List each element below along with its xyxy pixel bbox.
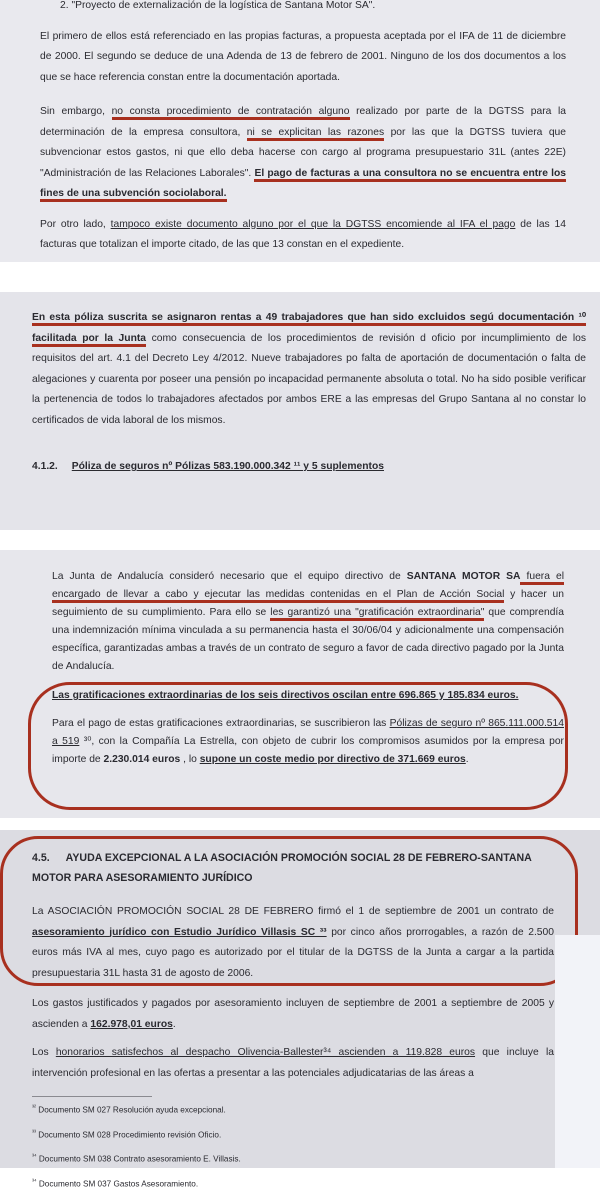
paragraph: [32, 1043, 554, 1084]
text: Por otro lado,: [40, 218, 111, 230]
footnote: [32, 1146, 554, 1171]
underlined-text: honorarios satisfechos al despacho Olivencia-Ballester³⁴ ascienden a 119.828 euros: [55, 1047, 476, 1058]
footnote: [32, 1097, 554, 1122]
text: Sin embargo,: [40, 106, 112, 117]
footnote-text: Documento SM 038 Contrato asesoramiento E. Villasis.: [38, 1155, 241, 1165]
footnotes: [32, 1097, 554, 1196]
subsection-title: Póliza de seguros nº Pólizas 583.190.000.342 ¹¹ y 5 suplementos: [71, 461, 384, 472]
document-clip-policy: [0, 292, 600, 530]
text: .: [172, 1018, 176, 1030]
subsection-heading: [32, 457, 586, 478]
text: que comprendía una indemnización mínima vinculada a su permanencia hasta el 30/06/04 y adicionalmente una compensación específica, garantizadas ambas a través de un contrato de seguro a favor de cada directivo pagado por la Junta de Andalucía.: [52, 607, 565, 672]
text: La Junta de Andalucía consideró necesario que el equipo directivo de: [52, 571, 407, 582]
footnote-number: ³⁴: [32, 1154, 37, 1161]
footnote-number: ³³: [32, 1129, 36, 1136]
text: ³⁰, con la Compañía La Estrella, con objeto de cubrir los compromisos asumidos por la empresa por importe de: [52, 735, 564, 765]
document-clip-logistics: [0, 0, 600, 262]
amount: 2.230.014 euros: [103, 753, 181, 765]
paragraph: [40, 215, 566, 256]
text: .: [465, 753, 469, 765]
highlighted-text: no consta procedimiento de contratación alguno: [112, 106, 350, 120]
footnote: [32, 1171, 554, 1196]
paragraph: [32, 308, 586, 431]
text: por las que la DGTSS tuviera que subvencionar estos gastos, ni que ello deba hacerse con cargo al programa presupuestario 31L (antes 22E) "Administración de las Relaciones Laborales".: [40, 126, 566, 179]
underlined-text: asesoramiento jurídico con Estudio Jurídico Villasis SC ³³: [32, 926, 327, 938]
footnote-number: ³²: [32, 1105, 36, 1111]
text: La ASOCIACIÓN PROMOCIÓN SOCIAL 28 DE FEBRERO firmó el 1 de septiembre de 2001 un contrato de: [32, 906, 554, 917]
highlighted-text: El pago de facturas a una consultora no se encuentra entre los fines de una subvención sociolaboral.: [40, 168, 566, 203]
text: Los: [32, 1047, 56, 1058]
footnote-text: Documento SM 028 Procedimiento revisión Oficio.: [38, 1130, 222, 1140]
text: realizado por parte de la DGTSS para la determinación de la empresa consultora,: [40, 106, 566, 138]
footnote: [32, 1122, 554, 1147]
paragraph: [52, 715, 564, 769]
paragraph: El primero de ellos está referenciado en las propias facturas, a propuesta aceptada por el IFA de 11 de diciembre de 2000. El segundo se deduce de una Adenda de 13 de febrero de 2001. Ninguno de los dos documentos a los que se hace referencia constan entre la documentación aportada.: [40, 30, 566, 83]
underlined-text: tampoco existe documento alguno por el que la DGTSS encomiende al IFA el pago: [110, 218, 516, 230]
underlined-text: supone un coste medio por directivo de 371.669 euros: [199, 753, 466, 765]
text: por cinco años prorrogables, a razón de 2.500 euros más IVA al mes, cuyo pago es autorizado por el titular de la DGTSS de la Junta a cargar a la partida presupuestaria 31L hasta 31 de agosto de 2006.: [32, 926, 554, 979]
background-panel: [555, 935, 600, 1168]
amount: 162.978,01 euros: [90, 1018, 173, 1030]
document-clip-executives: [0, 550, 600, 818]
section-heading: [32, 848, 554, 888]
paragraph: [32, 994, 554, 1035]
section-heading: 2. "Proyecto de externalización de la logística de Santana Motor SA".: [60, 0, 376, 11]
summary-line: Las gratificaciones extraordinarias de los seis directivos oscilan entre 696.865 y 185.834 euros.: [52, 690, 519, 701]
footnote-text: Documento SM 037 Gastos Asesoramiento.: [38, 1179, 199, 1189]
section-number: 4.5.: [32, 852, 50, 864]
footnote-text: Documento SM 027 Resolución ayuda excepcional.: [38, 1105, 226, 1115]
document-clip-legal-aid: [0, 830, 600, 1189]
company-name: SANTANA MOTOR SA: [406, 571, 521, 582]
text: Para el pago de estas gratificaciones extraordinarias, se suscribieron las: [52, 717, 390, 729]
text: y hacer un seguimiento de su cumplimiento. Para ello se: [52, 589, 564, 618]
section-title: AYUDA EXCEPCIONAL A LA ASOCIACIÓN PROMOCIÓN SOCIAL 28 DE FEBRERO-SANTANA MOTOR PARA ASESORAMIENTO JURÍDICO: [32, 852, 532, 884]
text: que incluye la intervención profesional en las ofertas a presentar a las potenciales adjudicatarias de las áreas a: [32, 1047, 554, 1079]
paragraph: [40, 102, 566, 205]
paragraph: [32, 902, 554, 984]
highlighted-text: fuera el encargado de llevar a cabo y ejecutar las medidas contenidas en el Plan de Acción Social: [52, 571, 564, 603]
text: , lo: [180, 753, 200, 765]
underlined-text: Pólizas de seguro nº 865.111.000.514 a 519: [52, 717, 564, 747]
highlighted-text: ni se explicitan las razones: [247, 127, 384, 141]
text: de las 14 facturas que totalizan el importe citado, de las que 13 constan en el expediente.: [40, 218, 566, 250]
footnote-number: ³⁴: [32, 1179, 37, 1186]
section-number: 4.1.2.: [32, 461, 58, 472]
text: como consecuencia de los procedimientos de revisión d oficio por incumplimiento de los requisitos del art. 4.1 del Decreto Ley 4/2012. Nueve trabajadores po falta de aportación de documentación o falta de alegaciones y cuarenta por poseer una pensión po incapacidad permanente absoluta o total. No ha sido posible verificar la pertenencia de todos lo trabajadores afectados por ambos ERE a las empresas del Grupo Santana al no constar lo certificados de vida laboral de los mismos.: [32, 332, 586, 426]
highlighted-text: les garantizó una "gratificación extraordinaria": [270, 607, 484, 621]
text: Los gastos justificados y pagados por asesoramiento incluyen de septiembre de 2001 a septiembre de 2005 y ascienden a: [32, 998, 554, 1030]
highlighted-text: En esta póliza suscrita se asignaron rentas a 49 trabajadores que han sido excluidos segú documentación ¹⁰ facilitada por la Junta: [32, 312, 586, 347]
paragraph: [52, 568, 564, 676]
